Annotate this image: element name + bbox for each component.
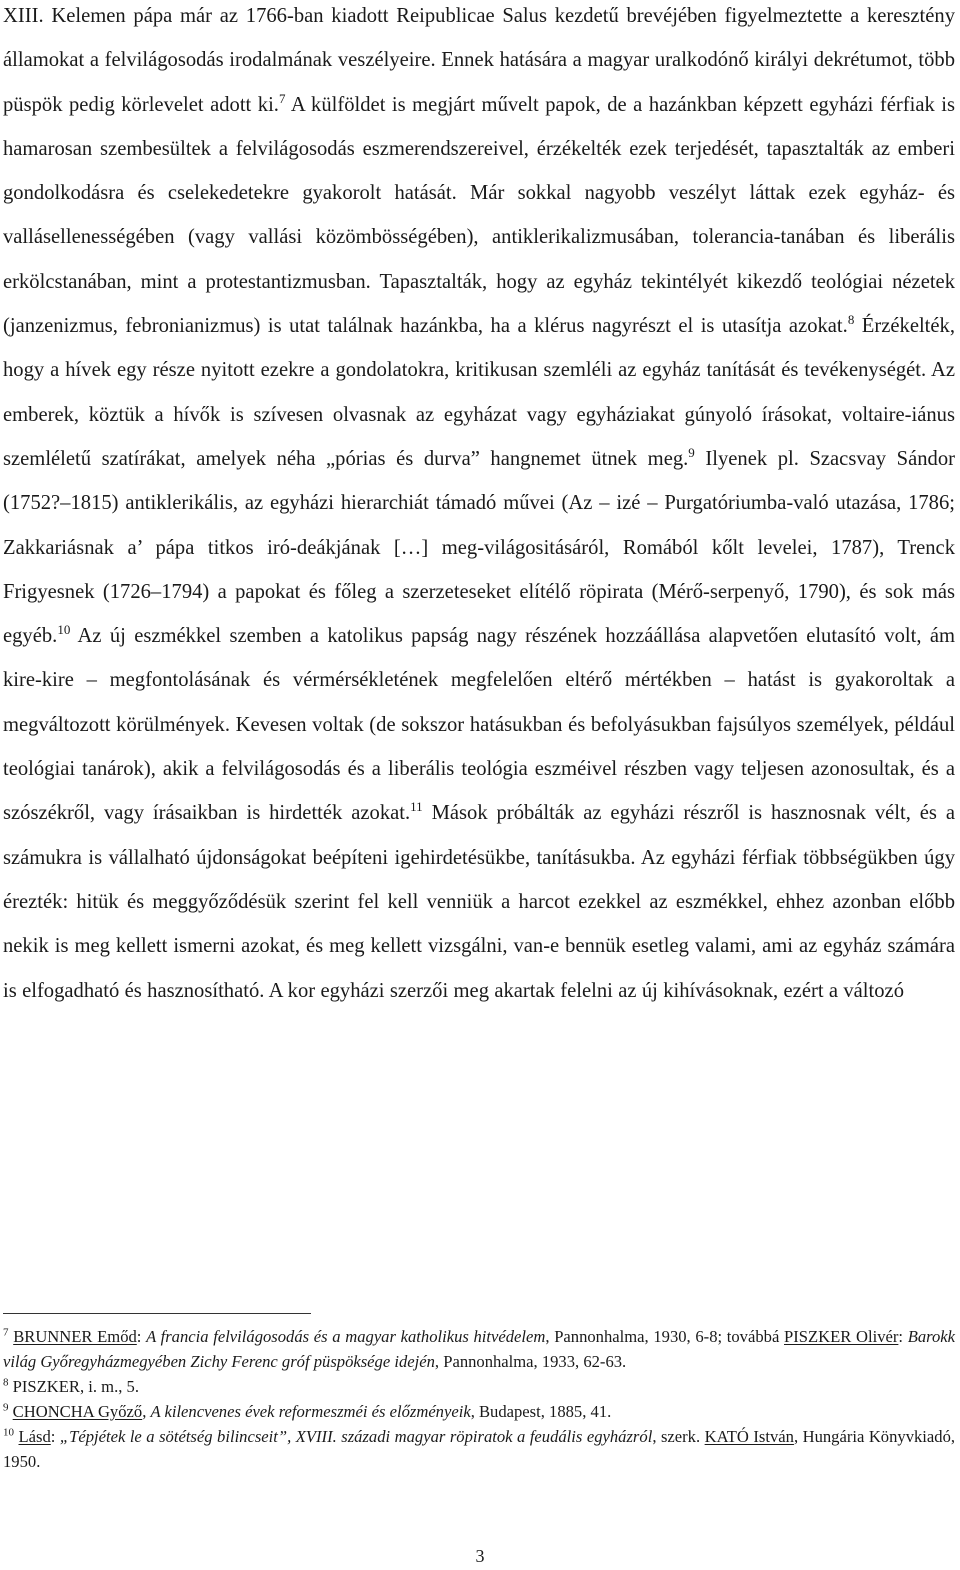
footnote-author: KATÓ István — [704, 1427, 794, 1446]
footnote-title: Barokk világ Győregyházmegyében Zichy Ferenc gróf püspöksége idején — [3, 1327, 955, 1371]
footnote-number: 8 — [3, 1376, 9, 1389]
body-text-segment: Mások próbálták az egyházi részről is hasznosnak vélt, és a számukra is vállalható újdonságokat beépíteni igehirdetésükbe, tanításukba. Az egyházi férfiak többségükben úgy érezték: hitük és meggyőződésük szerint fel kell venniük a harcot ezekkel az eszmékkel, ehhez azonban előbb nekik is meg kellett ismerni azokat, és meg kellett vizsgálni, van-e bennük esetleg valami, ami az egyház számára is elfogadható és hasznosítható. A kor egyházi szerzői meg akartak felelni az új kihívásoknak, ezért a változó — [3, 802, 955, 1002]
body-text-segment: Az új eszmékkel szemben a katolikus papság nagy részének hozzáállása alapvetően elutasító volt, ám kire-kire – megfontolásának és vérmérsékletének megfelelően eltérő mértékben – hatást is gyakoroltak a megváltozott körülmények. Kevesen voltak (de sokszor hatásukban és befolyásukban fajsúlyos személyek, például teológiai tanárok), akik a felvilágosodás és a liberális teológia eszméivel részben vagy teljesen azonosultak, és a szószékről, vagy írásaikban is hirdették azokat. — [3, 625, 955, 825]
body-text-segment: Ilyenek pl. Szacsvay Sándor (1752?–1815) antiklerikális, az egyházi hierarchiát támadó művei (Az – izé – Purgatóriumba-való utazása, 1786; Zakkariásnak a’ pápa titkos iró-deákjának […] meg-világositásáról, Romából kőlt levelei, 1787), Trenck Frigyesnek (1726–1794) a papokat és főleg a szerzeteseket elítélő röpirata (Mérő-serpenyő, 1790), és sok más egyéb. — [3, 447, 955, 648]
footnote-author: CHONCHA Győző — [12, 1402, 143, 1421]
footnote-text: : — [898, 1327, 908, 1346]
footnote-8 — [3, 1374, 955, 1399]
footnote-author: PISZKER Olivér — [784, 1327, 899, 1346]
footnote-text: , Pannonhalma, 1933, 62-63. — [434, 1352, 627, 1371]
footnote-text: , Pannonhalma, 1930, 6-8; továbbá — [545, 1327, 784, 1346]
footnote-7 — [3, 1324, 955, 1374]
footnote-text: , Budapest, 1885, 41. — [470, 1402, 612, 1421]
footnote-reference[interactable]: 11 — [410, 799, 423, 815]
footnote-title: A francia felvilágosodás és a magyar katholikus hitvédelem — [146, 1327, 546, 1346]
body-text-segment: XIII. Kelemen pápa már az 1766-ban kiadott Reipublicae Salus kezdetű brevéjében figyelmeztette a keresztény államokat a felvilágosodás irodalmának veszélyeire. Ennek hatására a magyar uralkodónő királyi dekrétumot, több püspök pedig körlevelet adott ki. — [3, 5, 955, 116]
footnote-author: BRUNNER Emőd — [13, 1327, 137, 1346]
page-number: 3 — [475, 1546, 485, 1566]
footnote-title: A kilencvenes évek reformeszméi és előzményeik — [150, 1402, 471, 1421]
footnote-number: 9 — [3, 1401, 9, 1414]
body-paragraph — [3, 0, 955, 1013]
footnote-9 — [3, 1399, 955, 1424]
footnote-text: , szerk. — [652, 1427, 705, 1446]
footnote-reference[interactable]: 9 — [688, 445, 695, 461]
footnote-separator — [3, 1313, 311, 1314]
body-text-segment: A külföldet is megjárt művelt papok, de a hazánkban képzett egyházi férfiak is hamarosan szembesültek a felvilágosodás eszmerendszereivel, érzékelték ezek terjedését, tapasztalták az emberi gondolkodásra és cselekedetekre gyakorolt hatását. Már sokkal nagyobb veszélyt láttak ezek egyház- és vallásellenességében (vagy vallási közömbösségében), antiklerikalizmusában, tolerancia-tanában és liberális erkölcstanában, mint a protestantizmusban. Tapasztalták, hogy az egyház tekintélyét kikezdő teológiai nézetek (janzenizmus, febronianizmus) is utat találnak hazánkba, ha a klérus nagyrészt el is utasítja azokat. — [3, 93, 955, 338]
footnote-reference[interactable]: 8 — [847, 312, 855, 328]
footnote-text: Lásd — [18, 1427, 51, 1446]
footnote-text: : — [50, 1427, 60, 1446]
footnote-text: , — [142, 1402, 151, 1421]
footnote-text: , Hungária Könyvkiadó, 1950. — [3, 1427, 956, 1471]
footnote-number: 7 — [3, 1326, 9, 1339]
body-text-segment: Érzékelték, hogy a hívek egy része nyitott ezekre a gondolatokra, kritikusan szemléli az egyház tanítását és tevékenységét. Az emberek, köztük a hívők is szívesen olvasnak az egyházat vagy egyháziakat gúnyoló írásokat, voltaire-iánus szemléletű szatírákat, amelyek néha „pórias és durva” hangnemet ütnek meg. — [3, 315, 955, 470]
footnote-text: PISZKER, i. m., 5. — [12, 1377, 139, 1396]
footnote-reference[interactable]: 10 — [57, 622, 71, 638]
footnotes — [3, 1324, 955, 1474]
footnote-text: : — [136, 1327, 147, 1346]
footnote-title: „Tépjétek le a sötétség bilincseit”, XVIII. századi magyar röpiratok a feudális egyházról — [59, 1427, 653, 1446]
footnote-10 — [3, 1424, 955, 1474]
footnote-reference[interactable]: 7 — [278, 90, 286, 106]
footnote-number: 10 — [3, 1426, 14, 1439]
